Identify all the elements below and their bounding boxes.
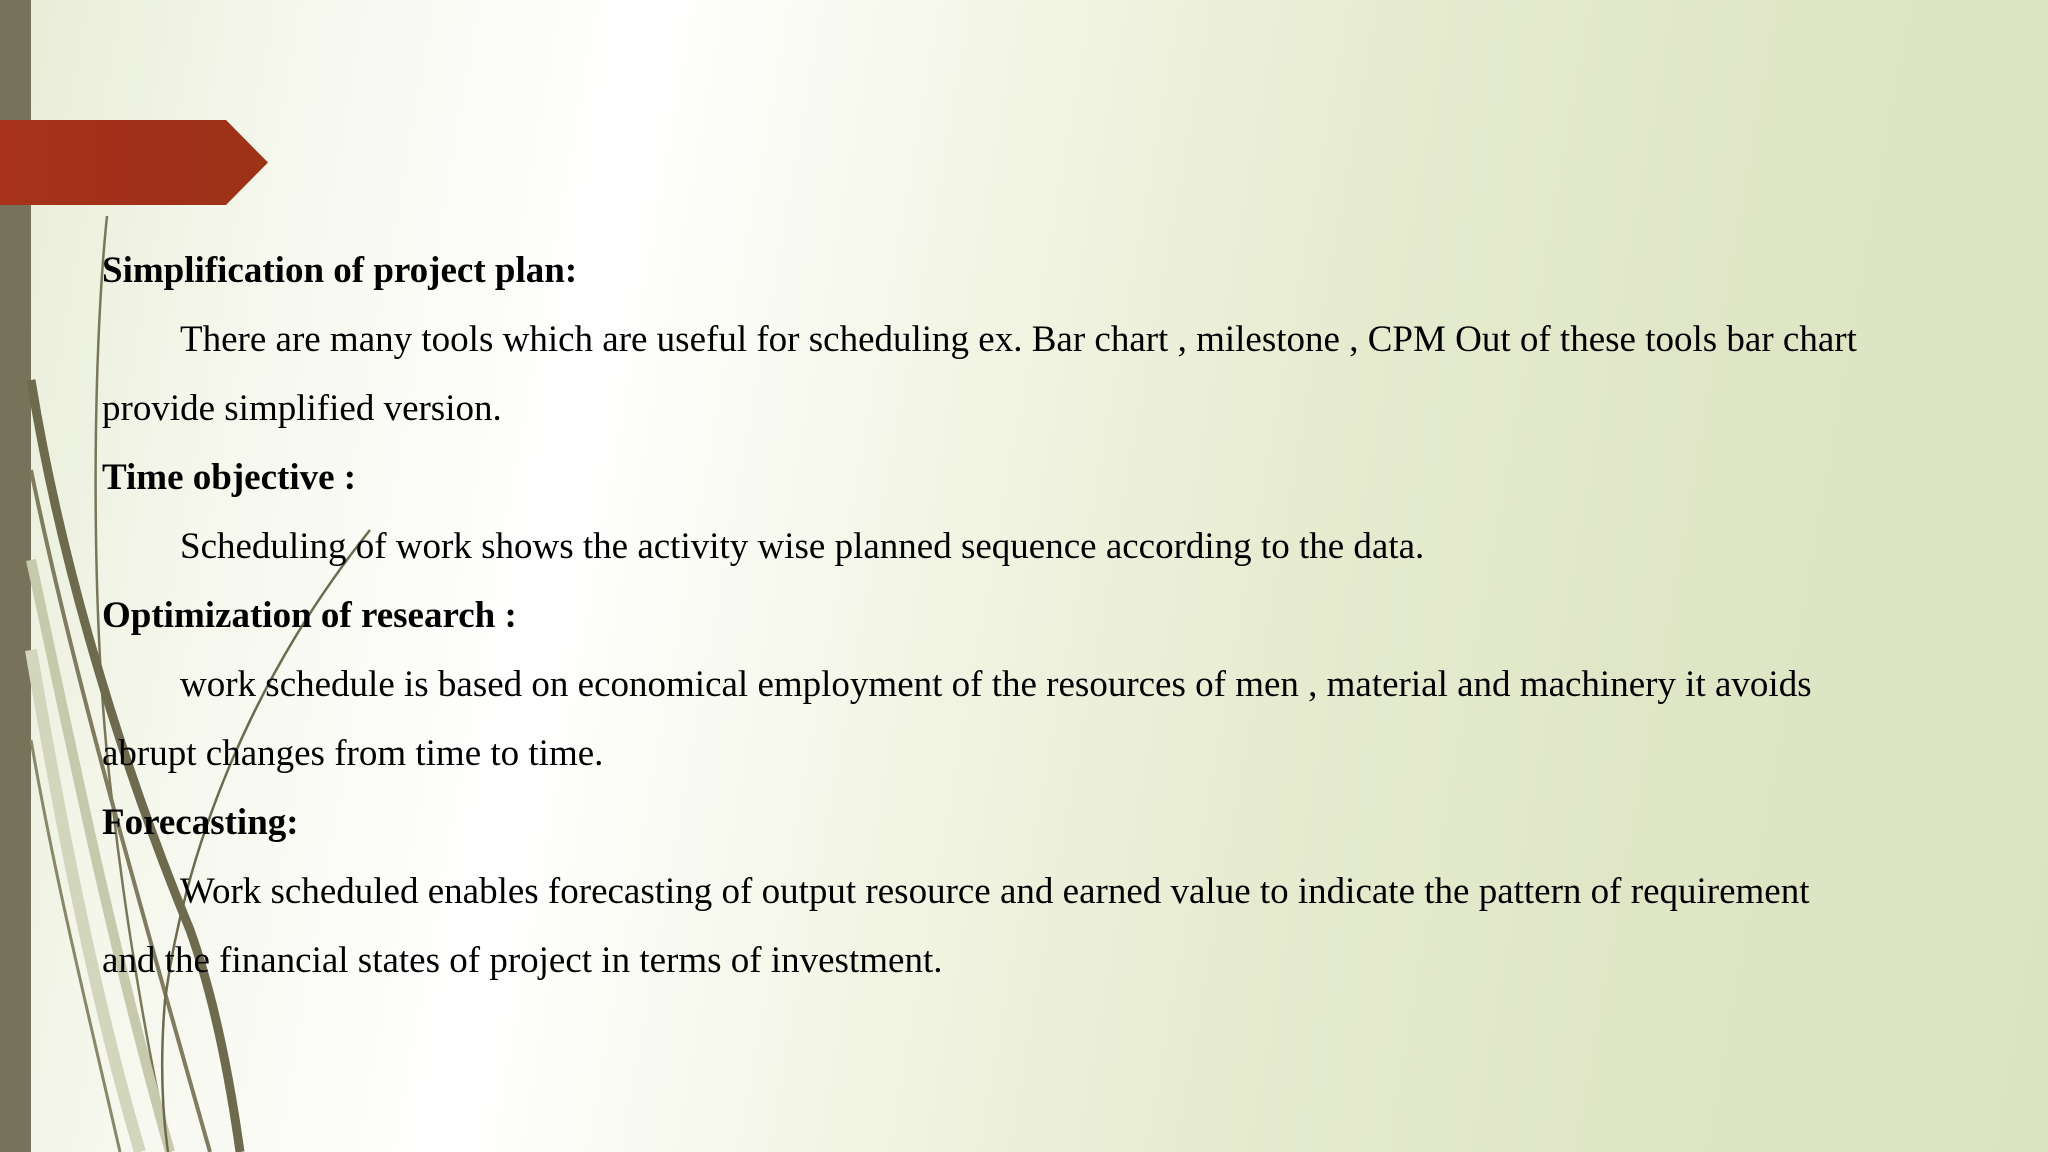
- body-line: abrupt changes from time to time.: [102, 733, 604, 774]
- body-line: Work scheduled enables forecasting of output resource and earned value to indicate the pattern of requirement: [180, 871, 1810, 912]
- heading-simplification: Simplification of project plan:: [102, 250, 578, 291]
- heading-forecasting: Forecasting:: [102, 802, 299, 843]
- body-line: provide simplified version.: [102, 388, 502, 429]
- body-line: work schedule is based on economical employment of the resources of men , material and machinery it avoids: [180, 664, 1812, 705]
- heading-optimization: Optimization of research :: [102, 595, 517, 636]
- slide-content: [102, 236, 2002, 995]
- body-line: There are many tools which are useful for scheduling ex. Bar chart , milestone , CPM Out of these tools bar chart: [180, 319, 1857, 360]
- heading-time-objective: Time objective :: [102, 457, 357, 498]
- body-line: Scheduling of work shows the activity wise planned sequence according to the data.: [180, 526, 1425, 567]
- body-line: and the financial states of project in terms of investment.: [102, 940, 943, 981]
